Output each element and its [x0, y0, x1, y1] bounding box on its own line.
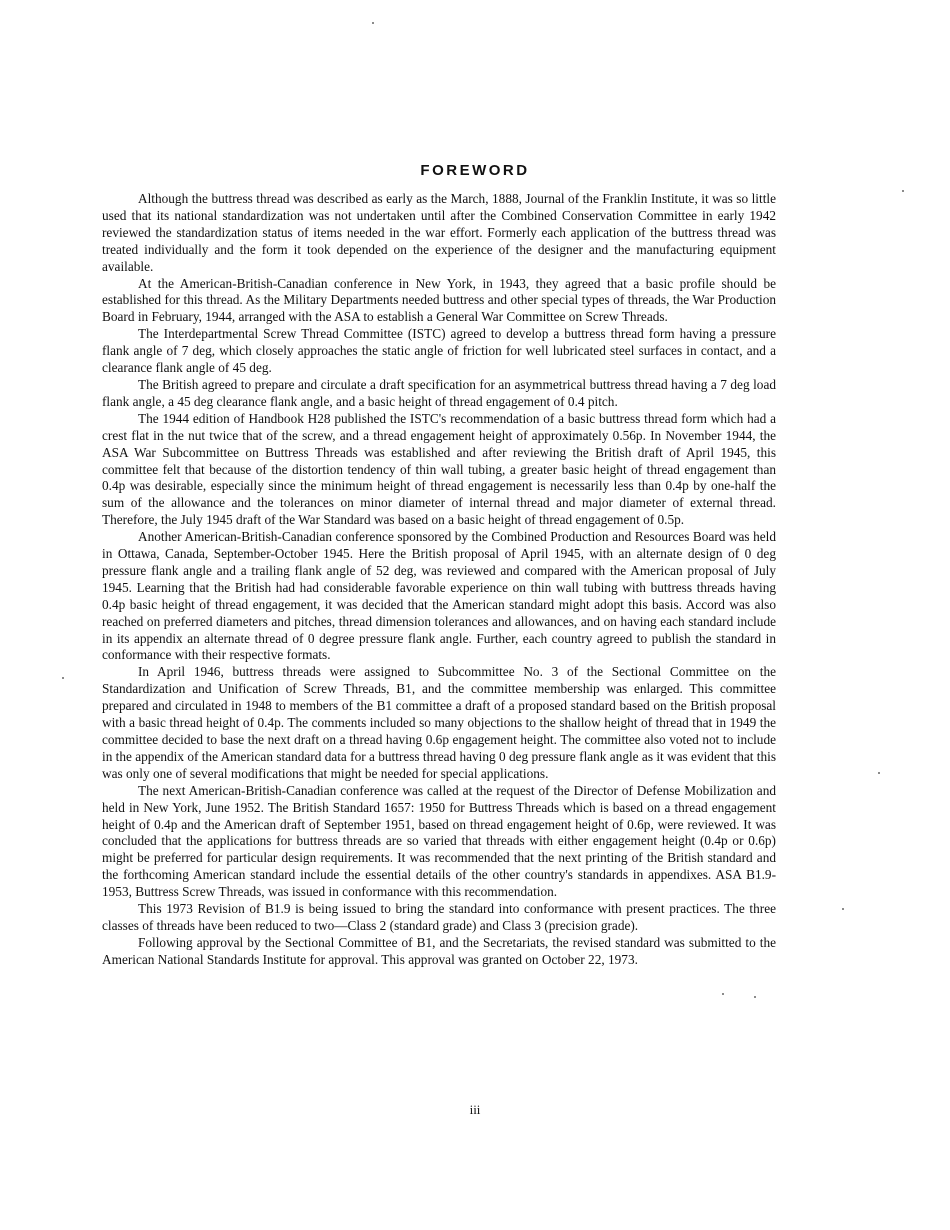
paragraph: The British agreed to prepare and circulate a draft specification for an asymmetrical buttress thread having a 7 deg load flank angle, a 45 deg clearance flank angle, and a basic height of thread engagement of 0.4 pitch.: [102, 376, 776, 409]
paragraph: Following approval by the Sectional Committee of B1, and the Secretariats, the revised standard was submitted to the American National Standards Institute for approval. This approval was granted on October 22, 1973.: [102, 934, 776, 967]
scan-speck: [902, 190, 904, 192]
scan-speck: [372, 22, 374, 24]
paragraph: The next American-British-Canadian conference was called at the request of the Director of Defense Mobilization and held in New York, June 1952. The British Standard 1657: 1950 for Buttress Threads which is based on a thread engagement height of 0.4p and the American draft of September 1951, based on thread engagement height of 0.6p, were reviewed. It was concluded that the applications for buttress threads are so varied that threads with either engagement height (0.4p or 0.6p) might be preferred for particular design requirements. It was recommended that the next printing of the British standard and the forthcoming American standard include the essential details of the other country's standards in appendixes. ASA B1.9-1953, Buttress Screw Threads, was issued in conformance with this recommendation.: [102, 782, 776, 900]
paragraph: At the American-British-Canadian conference in New York, in 1943, they agreed that a basic profile should be established for this thread. As the Military Departments needed buttress and other special types of threads, the War Production Board in February, 1944, arranged with the ASA to establish a General War Committee on Screw Threads.: [102, 275, 776, 325]
paragraph: This 1973 Revision of B1.9 is being issued to bring the standard into conformance with present practices. The three classes of threads have been reduced to two—Class 2 (standard grade) and Class 3 (precision grade).: [102, 901, 776, 933]
page-number: iii: [469, 1102, 481, 1117]
paragraph: In April 1946, buttress threads were assigned to Subcommittee No. 3 of the Sectional Committee on the Standardization and Unification of Screw Threads, B1, and the committee membership was enlarged. This committee prepared and circulated in 1948 to members of the B1 committee a draft of a proposed standard based on the British proposal with a basic thread height of 0.4p. The comments included so many objections to the shallow height of thread that in 1949 the committee decided to base the next draft on a thread having 0.6p engagement height. The committee also voted not to include in the appendix of the American standard data for a buttress thread having 0 deg pressure flank angle as it was evident that this was only one of several modifications that might be needed for special applications.: [102, 664, 776, 781]
scan-speck: [62, 677, 64, 679]
paragraph: Another American-British-Canadian conference sponsored by the Combined Production and Resources Board was held in Ottawa, Canada, September-October 1945. Here the British proposal of April 1945, with an alternate design of 0 deg pressure flank angle and a trailing flank angle of 52 deg, was reviewed and compared with the American proposal of July 1945. Learning that the British had had considerable favorable experience on thin wall tubing with buttress threads having 0.4p basic height of thread engagement, it was decided that the American standard might adopt this basis. Accord was also reached on preferred diameters and pitches, thread dimension tolerances and allowances, and on having each standard include in its appendix an alternate thread of 0 degree pressure flank angle. Further, each country agreed to publish the standard in conformance with their respective formats.: [102, 529, 776, 663]
page-title: FOREWORD: [420, 162, 530, 179]
scan-speck: [722, 993, 724, 995]
paragraph: Although the buttress thread was described as early as the March, 1888, Journal of the Franklin Institute, it was so little used that its national standardization was not undertaken until after the Combined Conservation Committee in early 1942 reviewed the standardization status of items needed in the war effort. Formerly each application of the buttress thread was treated individually and the form it took depended on the experience of the designer and the manufacturing equipment available.: [102, 191, 776, 274]
scan-speck: [842, 908, 844, 910]
scan-speck: [878, 772, 880, 774]
foreword-body: [102, 191, 776, 969]
paragraph: The 1944 edition of Handbook H28 published the ISTC's recommendation of a basic buttress thread form which had a crest flat in the nut twice that of the screw, and a thread engagement height of approximately 0.56p. In November 1944, the ASA War Subcommittee on Buttress Threads was established and after reviewing the British draft of April 1945, this committee felt that because of the distortion tendency of thin wall tubing, a greater basic height of thread engagement than 0.4p was desirable, especially since the minimum height of thread engagement is necessarily less than 0.4p by one-half the sum of the allowance and the tolerances on minor diameter of internal thread and major diameter of external thread. Therefore, the July 1945 draft of the War Standard was based on a basic height of thread engagement of 0.5p.: [102, 410, 776, 528]
paragraph: The Interdepartmental Screw Thread Committee (ISTC) agreed to develop a buttress thread form having a pressure flank angle of 7 deg, which closely approaches the static angle of friction for well lubricated steel surfaces in contact, and a clearance flank angle of 45 deg.: [102, 326, 776, 376]
scan-speck: [754, 996, 756, 998]
